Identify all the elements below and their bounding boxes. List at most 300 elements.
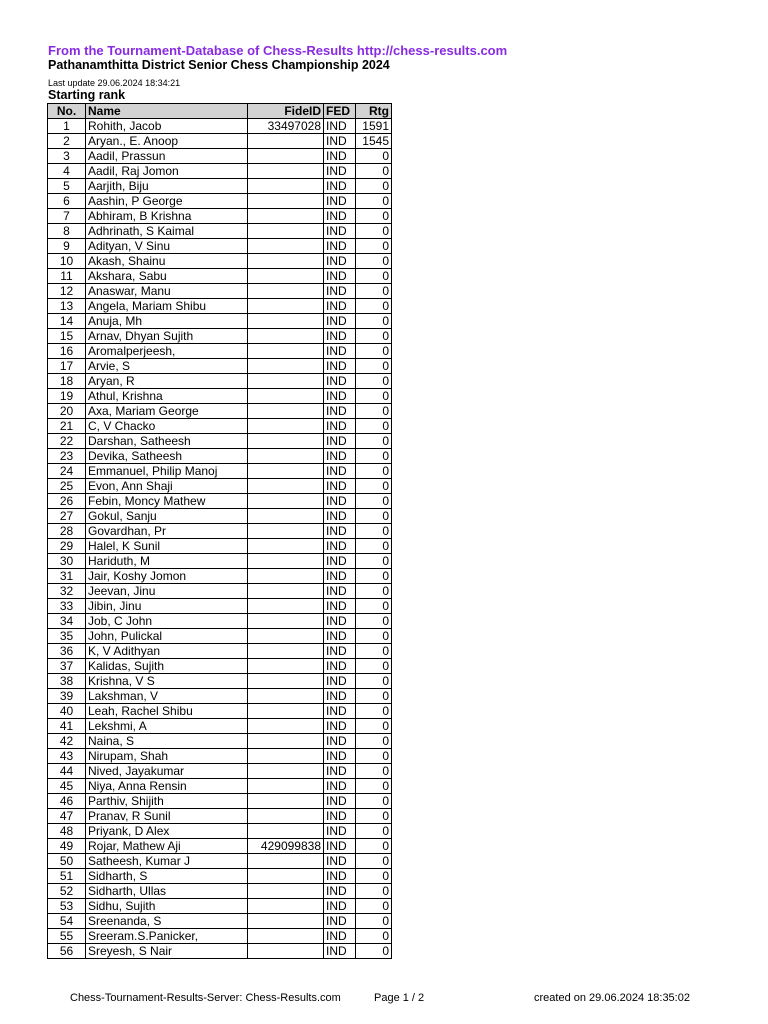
table-row <box>48 224 392 239</box>
cell-fed: IND <box>324 509 356 524</box>
cell-fideid <box>248 554 324 569</box>
cell-no: 52 <box>48 884 86 899</box>
cell-no: 17 <box>48 359 86 374</box>
table-row <box>48 689 392 704</box>
cell-name: Aarjith, Biju <box>86 179 248 194</box>
cell-no: 56 <box>48 944 86 959</box>
cell-fideid <box>248 794 324 809</box>
cell-name: Sreyesh, S Nair <box>86 944 248 959</box>
cell-fideid <box>248 179 324 194</box>
cell-name: Athul, Krishna <box>86 389 248 404</box>
table-row <box>48 704 392 719</box>
section-heading: Starting rank <box>48 88 126 102</box>
cell-rtg: 0 <box>356 914 392 929</box>
cell-fed: IND <box>324 764 356 779</box>
cell-name: Anaswar, Manu <box>86 284 248 299</box>
cell-rtg: 0 <box>356 164 392 179</box>
table-row <box>48 524 392 539</box>
cell-no: 47 <box>48 809 86 824</box>
cell-fed: IND <box>324 659 356 674</box>
table-row <box>48 824 392 839</box>
cell-no: 38 <box>48 674 86 689</box>
cell-no: 15 <box>48 329 86 344</box>
cell-fideid <box>248 809 324 824</box>
cell-fideid <box>248 884 324 899</box>
cell-no: 8 <box>48 224 86 239</box>
cell-no: 27 <box>48 509 86 524</box>
cell-name: Halel, K Sunil <box>86 539 248 554</box>
cell-name: Lakshman, V <box>86 689 248 704</box>
table-row <box>48 899 392 914</box>
cell-name: C, V Chacko <box>86 419 248 434</box>
cell-name: Job, C John <box>86 614 248 629</box>
cell-name: Jeevan, Jinu <box>86 584 248 599</box>
table-row <box>48 164 392 179</box>
cell-no: 28 <box>48 524 86 539</box>
cell-fideid <box>248 689 324 704</box>
cell-fed: IND <box>324 164 356 179</box>
cell-fed: IND <box>324 284 356 299</box>
cell-fed: IND <box>324 524 356 539</box>
cell-rtg: 0 <box>356 719 392 734</box>
cell-name: Arvie, S <box>86 359 248 374</box>
cell-fed: IND <box>324 359 356 374</box>
cell-fideid <box>248 284 324 299</box>
column-header-fed: FED <box>324 104 356 119</box>
cell-name: Krishna, V S <box>86 674 248 689</box>
cell-fed: IND <box>324 719 356 734</box>
cell-fideid <box>248 659 324 674</box>
cell-fed: IND <box>324 584 356 599</box>
table-row <box>48 194 392 209</box>
cell-fed: IND <box>324 614 356 629</box>
cell-rtg: 0 <box>356 689 392 704</box>
cell-no: 13 <box>48 299 86 314</box>
cell-name: Govardhan, Pr <box>86 524 248 539</box>
cell-fideid <box>248 674 324 689</box>
cell-no: 35 <box>48 629 86 644</box>
footer-created: created on 29.06.2024 18:35:02 <box>534 992 690 1004</box>
cell-fideid <box>248 494 324 509</box>
cell-no: 3 <box>48 149 86 164</box>
cell-fed: IND <box>324 554 356 569</box>
cell-no: 21 <box>48 419 86 434</box>
cell-fideid <box>248 524 324 539</box>
cell-fideid <box>248 359 324 374</box>
cell-fed: IND <box>324 599 356 614</box>
cell-rtg: 0 <box>356 569 392 584</box>
cell-fideid <box>248 944 324 959</box>
table-row <box>48 779 392 794</box>
cell-name: Priyank, D Alex <box>86 824 248 839</box>
cell-fed: IND <box>324 224 356 239</box>
cell-rtg: 0 <box>356 884 392 899</box>
cell-name: Aadil, Raj Jomon <box>86 164 248 179</box>
cell-rtg: 0 <box>356 674 392 689</box>
column-header-fideid: FideID <box>248 104 324 119</box>
cell-fideid <box>248 764 324 779</box>
cell-fed: IND <box>324 344 356 359</box>
cell-name: Naina, S <box>86 734 248 749</box>
cell-no: 36 <box>48 644 86 659</box>
cell-fed: IND <box>324 179 356 194</box>
cell-fideid: 429099838 <box>248 839 324 854</box>
cell-rtg: 1545 <box>356 134 392 149</box>
cell-fideid <box>248 854 324 869</box>
cell-fed: IND <box>324 269 356 284</box>
cell-no: 49 <box>48 839 86 854</box>
cell-fed: IND <box>324 329 356 344</box>
starting-rank-table <box>47 103 392 959</box>
cell-rtg: 0 <box>356 704 392 719</box>
cell-fideid <box>248 584 324 599</box>
cell-rtg: 0 <box>356 854 392 869</box>
cell-name: Gokul, Sanju <box>86 509 248 524</box>
table-row <box>48 539 392 554</box>
table-row <box>48 179 392 194</box>
cell-fideid <box>248 509 324 524</box>
cell-name: Aryan., E. Anoop <box>86 134 248 149</box>
cell-name: Febin, Moncy Mathew <box>86 494 248 509</box>
cell-no: 2 <box>48 134 86 149</box>
cell-rtg: 0 <box>356 944 392 959</box>
cell-no: 12 <box>48 284 86 299</box>
cell-rtg: 0 <box>356 539 392 554</box>
cell-no: 16 <box>48 344 86 359</box>
cell-fideid <box>248 404 324 419</box>
table-row <box>48 434 392 449</box>
cell-rtg: 0 <box>356 809 392 824</box>
cell-rtg: 0 <box>356 869 392 884</box>
cell-rtg: 0 <box>356 179 392 194</box>
cell-fed: IND <box>324 539 356 554</box>
table-row <box>48 119 392 134</box>
cell-name: Devika, Satheesh <box>86 449 248 464</box>
cell-rtg: 0 <box>356 779 392 794</box>
cell-fed: IND <box>324 134 356 149</box>
cell-fed: IND <box>324 569 356 584</box>
cell-fideid <box>248 734 324 749</box>
table-row <box>48 794 392 809</box>
cell-name: Darshan, Satheesh <box>86 434 248 449</box>
cell-name: Nirupam, Shah <box>86 749 248 764</box>
cell-name: Jair, Koshy Jomon <box>86 569 248 584</box>
table-row <box>48 599 392 614</box>
cell-fed: IND <box>324 194 356 209</box>
table-row <box>48 419 392 434</box>
table-row <box>48 854 392 869</box>
cell-name: Kalidas, Sujith <box>86 659 248 674</box>
table-row <box>48 314 392 329</box>
table-row <box>48 749 392 764</box>
cell-rtg: 0 <box>356 764 392 779</box>
cell-fideid <box>248 479 324 494</box>
cell-fideid <box>248 299 324 314</box>
cell-name: Nived, Jayakumar <box>86 764 248 779</box>
cell-name: Lekshmi, A <box>86 719 248 734</box>
table-row <box>48 389 392 404</box>
cell-rtg: 0 <box>356 314 392 329</box>
cell-name: K, V Adithyan <box>86 644 248 659</box>
cell-fideid <box>248 719 324 734</box>
cell-no: 46 <box>48 794 86 809</box>
cell-name: Anuja, Mh <box>86 314 248 329</box>
cell-fideid <box>248 194 324 209</box>
cell-name: Adityan, V Sinu <box>86 239 248 254</box>
cell-fideid <box>248 779 324 794</box>
cell-name: Aadil, Prassun <box>86 149 248 164</box>
cell-fed: IND <box>324 779 356 794</box>
cell-no: 29 <box>48 539 86 554</box>
table-row <box>48 284 392 299</box>
cell-name: Evon, Ann Shaji <box>86 479 248 494</box>
source-link[interactable]: From the Tournament-Database of Chess-Results http://chess-results.com <box>48 43 508 58</box>
cell-fideid <box>248 899 324 914</box>
cell-no: 19 <box>48 389 86 404</box>
cell-fed: IND <box>324 494 356 509</box>
cell-fideid <box>248 419 324 434</box>
cell-fed: IND <box>324 119 356 134</box>
cell-rtg: 0 <box>356 194 392 209</box>
cell-rtg: 0 <box>356 209 392 224</box>
table-header-row <box>48 104 392 119</box>
cell-fed: IND <box>324 254 356 269</box>
cell-no: 18 <box>48 374 86 389</box>
cell-fed: IND <box>324 674 356 689</box>
cell-rtg: 0 <box>356 404 392 419</box>
table-row <box>48 449 392 464</box>
cell-rtg: 0 <box>356 239 392 254</box>
cell-fed: IND <box>324 239 356 254</box>
cell-no: 11 <box>48 269 86 284</box>
cell-fed: IND <box>324 689 356 704</box>
cell-fed: IND <box>324 749 356 764</box>
table-row <box>48 374 392 389</box>
cell-no: 53 <box>48 899 86 914</box>
cell-fideid <box>248 224 324 239</box>
cell-fed: IND <box>324 734 356 749</box>
cell-name: Akash, Shainu <box>86 254 248 269</box>
cell-fideid <box>248 269 324 284</box>
cell-fed: IND <box>324 809 356 824</box>
cell-no: 41 <box>48 719 86 734</box>
cell-no: 1 <box>48 119 86 134</box>
cell-fideid <box>248 599 324 614</box>
cell-name: Emmanuel, Philip Manoj <box>86 464 248 479</box>
cell-fideid: 33497028 <box>248 119 324 134</box>
cell-no: 20 <box>48 404 86 419</box>
cell-fideid <box>248 134 324 149</box>
cell-rtg: 0 <box>356 509 392 524</box>
cell-rtg: 0 <box>356 419 392 434</box>
table-row <box>48 869 392 884</box>
cell-rtg: 0 <box>356 839 392 854</box>
cell-name: Parthiv, Shijith <box>86 794 248 809</box>
cell-fed: IND <box>324 149 356 164</box>
cell-name: Rohith, Jacob <box>86 119 248 134</box>
cell-no: 14 <box>48 314 86 329</box>
cell-no: 22 <box>48 434 86 449</box>
table-row <box>48 209 392 224</box>
column-header-no: No. <box>48 104 86 119</box>
cell-name: Niya, Anna Rensin <box>86 779 248 794</box>
cell-fideid <box>248 914 324 929</box>
cell-rtg: 0 <box>356 584 392 599</box>
cell-no: 39 <box>48 689 86 704</box>
cell-name: Aromalperjeesh, <box>86 344 248 359</box>
cell-rtg: 0 <box>356 494 392 509</box>
cell-fideid <box>248 629 324 644</box>
cell-fed: IND <box>324 374 356 389</box>
footer-server: Chess-Tournament-Results-Server: Chess-Results.com <box>70 992 341 1004</box>
cell-rtg: 0 <box>356 824 392 839</box>
cell-no: 50 <box>48 854 86 869</box>
cell-fed: IND <box>324 629 356 644</box>
cell-fed: IND <box>324 644 356 659</box>
cell-no: 6 <box>48 194 86 209</box>
table-row <box>48 884 392 899</box>
cell-fed: IND <box>324 944 356 959</box>
cell-rtg: 0 <box>356 644 392 659</box>
cell-fed: IND <box>324 299 356 314</box>
cell-fed: IND <box>324 464 356 479</box>
cell-rtg: 0 <box>356 374 392 389</box>
cell-no: 51 <box>48 869 86 884</box>
cell-fideid <box>248 434 324 449</box>
cell-fed: IND <box>324 794 356 809</box>
cell-fed: IND <box>324 899 356 914</box>
cell-fideid <box>248 704 324 719</box>
cell-rtg: 0 <box>356 434 392 449</box>
cell-rtg: 0 <box>356 344 392 359</box>
table-row <box>48 344 392 359</box>
table-row <box>48 134 392 149</box>
cell-rtg: 0 <box>356 734 392 749</box>
table-row <box>48 269 392 284</box>
cell-fed: IND <box>324 449 356 464</box>
cell-name: Sidhu, Sujith <box>86 899 248 914</box>
cell-fideid <box>248 314 324 329</box>
table-row <box>48 734 392 749</box>
cell-name: Angela, Mariam Shibu <box>86 299 248 314</box>
cell-fed: IND <box>324 884 356 899</box>
cell-fed: IND <box>324 824 356 839</box>
cell-rtg: 0 <box>356 449 392 464</box>
cell-no: 34 <box>48 614 86 629</box>
cell-name: Akshara, Sabu <box>86 269 248 284</box>
table-row <box>48 719 392 734</box>
table-row <box>48 299 392 314</box>
table-body <box>48 119 392 959</box>
table-header <box>48 104 392 119</box>
cell-fideid <box>248 209 324 224</box>
cell-rtg: 1591 <box>356 119 392 134</box>
cell-fideid <box>248 539 324 554</box>
cell-fed: IND <box>324 929 356 944</box>
cell-fideid <box>248 389 324 404</box>
last-update: Last update 29.06.2024 18:34:21 <box>48 78 181 88</box>
cell-fideid <box>248 449 324 464</box>
cell-fed: IND <box>324 389 356 404</box>
table-row <box>48 494 392 509</box>
table-row <box>48 329 392 344</box>
cell-fed: IND <box>324 854 356 869</box>
cell-no: 43 <box>48 749 86 764</box>
table-row <box>48 149 392 164</box>
table-row <box>48 359 392 374</box>
table-row <box>48 944 392 959</box>
cell-rtg: 0 <box>356 794 392 809</box>
cell-rtg: 0 <box>356 899 392 914</box>
cell-rtg: 0 <box>356 614 392 629</box>
table-row <box>48 509 392 524</box>
cell-name: Sidharth, Ullas <box>86 884 248 899</box>
table-row <box>48 569 392 584</box>
cell-no: 9 <box>48 239 86 254</box>
cell-name: Aryan, R <box>86 374 248 389</box>
cell-no: 10 <box>48 254 86 269</box>
cell-fed: IND <box>324 869 356 884</box>
table-row <box>48 614 392 629</box>
cell-rtg: 0 <box>356 254 392 269</box>
column-header-rtg: Rtg <box>356 104 392 119</box>
cell-fideid <box>248 329 324 344</box>
cell-no: 25 <box>48 479 86 494</box>
cell-name: Axa, Mariam George <box>86 404 248 419</box>
table-row <box>48 629 392 644</box>
cell-no: 26 <box>48 494 86 509</box>
cell-name: John, Pulickal <box>86 629 248 644</box>
cell-no: 55 <box>48 929 86 944</box>
cell-no: 31 <box>48 569 86 584</box>
cell-no: 48 <box>48 824 86 839</box>
column-header-name: Name <box>86 104 248 119</box>
cell-rtg: 0 <box>356 554 392 569</box>
cell-no: 5 <box>48 179 86 194</box>
tournament-title: Pathanamthitta District Senior Chess Championship 2024 <box>48 58 390 72</box>
cell-fideid <box>248 824 324 839</box>
cell-rtg: 0 <box>356 629 392 644</box>
table-row <box>48 239 392 254</box>
cell-fideid <box>248 164 324 179</box>
cell-fed: IND <box>324 434 356 449</box>
cell-rtg: 0 <box>356 269 392 284</box>
cell-rtg: 0 <box>356 929 392 944</box>
cell-fideid <box>248 644 324 659</box>
cell-name: Arnav, Dhyan Sujith <box>86 329 248 344</box>
cell-name: Sreenanda, S <box>86 914 248 929</box>
cell-rtg: 0 <box>356 359 392 374</box>
cell-no: 30 <box>48 554 86 569</box>
cell-name: Hariduth, M <box>86 554 248 569</box>
footer-page-number: Page 1 / 2 <box>374 992 425 1004</box>
cell-name: Abhiram, B Krishna <box>86 209 248 224</box>
cell-fed: IND <box>324 209 356 224</box>
cell-no: 45 <box>48 779 86 794</box>
cell-fed: IND <box>324 914 356 929</box>
cell-fed: IND <box>324 314 356 329</box>
cell-rtg: 0 <box>356 329 392 344</box>
table-row <box>48 464 392 479</box>
cell-fideid <box>248 749 324 764</box>
cell-rtg: 0 <box>356 299 392 314</box>
cell-fed: IND <box>324 704 356 719</box>
table-row <box>48 809 392 824</box>
cell-name: Rojar, Mathew Aji <box>86 839 248 854</box>
cell-fideid <box>248 929 324 944</box>
table-row <box>48 659 392 674</box>
cell-no: 32 <box>48 584 86 599</box>
